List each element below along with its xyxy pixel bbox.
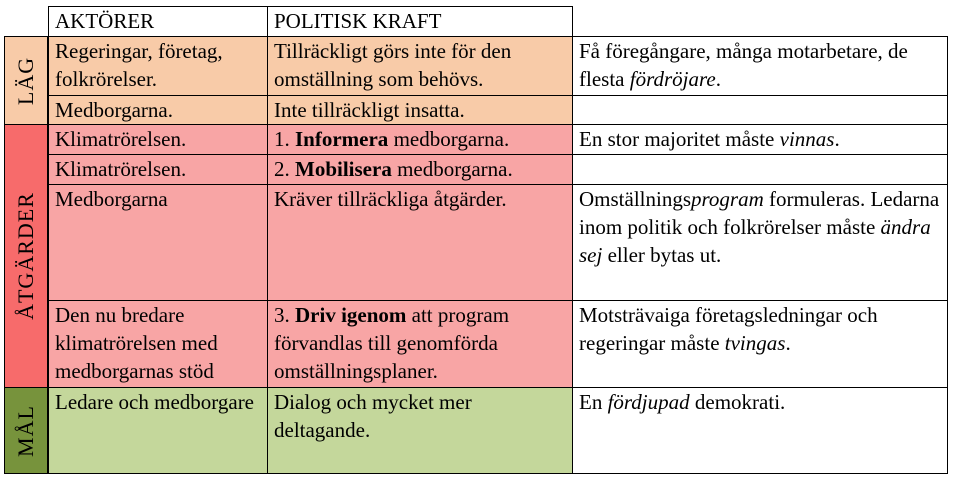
row-0-note-italic: fördröjare <box>629 67 716 91</box>
row-2-note-end: . <box>834 127 840 151</box>
row-6-actor-text: Ledare och medborgare <box>55 390 255 414</box>
row-2-power-text: medborgarna. <box>388 127 510 151</box>
row-1-actor-text: Medborgarna. <box>55 98 173 122</box>
row-6-note-text: En <box>579 390 608 414</box>
section-atgarder-label: ÅTGÄRDER <box>13 192 38 320</box>
table-row-0-actor <box>48 36 268 96</box>
row-4-note-mid: formuleras. Ledarna inom politik och folkrörelser måste <box>579 187 940 239</box>
table-row-4-power <box>267 184 573 301</box>
row-0-actor-text: Regeringar, företag, folkrörelser. <box>55 39 223 91</box>
row-1-power-text: Inte tillräckligt insatta. <box>274 98 465 122</box>
row-4-note-italic: program <box>691 187 764 211</box>
header-actors-text: AKTÖRER <box>55 9 155 33</box>
row-5-power-bold: Driv igenom <box>295 303 407 327</box>
table-row-0-power <box>267 36 573 96</box>
row-2-power-prefix: 1. <box>274 127 295 151</box>
row-0-note-text: Få föregångare, många motarbetare, de flesta <box>579 39 908 91</box>
row-2-note-text: En stor majoritet måste <box>579 127 780 151</box>
row-4-actor-text: Medborgarna <box>55 187 168 211</box>
row-6-note-italic: fördjupad <box>607 390 690 414</box>
table-row-3-note <box>572 154 948 185</box>
row-2-note-italic: vinnas <box>779 127 835 151</box>
row-5-actor-text: Den nu bredare klimatrörelsen med medborgarnas stöd <box>55 303 218 383</box>
row-0-note-end: . <box>715 67 721 91</box>
table-row-1-actor <box>48 95 268 125</box>
table-row-2-actor <box>48 124 268 155</box>
section-lag-label: LÄG <box>13 56 38 105</box>
row-6-note-end: demokrati. <box>689 390 786 414</box>
table-row-6-note <box>572 387 948 474</box>
table-row-2-note <box>572 124 948 155</box>
table-row-2-power <box>267 124 573 155</box>
row-5-note-italic: tvingas <box>724 331 786 355</box>
section-mal <box>4 387 48 474</box>
row-6-power-text: Dialog och mycket mer deltagande. <box>274 390 472 442</box>
row-3-actor-text: Klimatrörelsen. <box>55 157 187 181</box>
row-4-power-text: Kräver tillräckliga åtgärder. <box>274 187 507 211</box>
row-5-power-text: att program förvandlas till genomförda omställningsplaner. <box>274 303 510 383</box>
table-row-1-power <box>267 95 573 125</box>
table-row-5-power <box>267 300 573 388</box>
row-4-note-end: eller bytas ut. <box>602 243 722 267</box>
table-row-3-power <box>267 154 573 185</box>
table-row-0-note <box>572 36 948 96</box>
header-power <box>267 6 573 37</box>
row-4-note-text: Omställnings <box>579 187 692 211</box>
section-lag <box>4 36 48 125</box>
row-5-power-prefix: 3. <box>274 303 295 327</box>
table-row-5-note <box>572 300 948 388</box>
table-row-4-actor <box>48 184 268 301</box>
table-row-6-power <box>267 387 573 474</box>
row-2-power-bold: Informera <box>295 127 389 151</box>
table-row-5-actor <box>48 300 268 388</box>
row-3-power-prefix: 2. <box>274 157 295 181</box>
header-actors <box>48 6 268 37</box>
section-atgarder <box>4 124 48 388</box>
table-row-6-actor <box>48 387 268 474</box>
row-3-power-text: medborgarna. <box>391 157 513 181</box>
row-5-note-text: Motsträvaiga företagsledningar och regeringar måste <box>579 303 878 355</box>
row-2-actor-text: Klimatrörelsen. <box>55 127 187 151</box>
table-row-1-note <box>572 95 948 125</box>
row-4-note-italic-2: ändra sej <box>579 215 931 267</box>
table-row-3-actor <box>48 154 268 185</box>
section-mal-label: MÅL <box>13 404 38 457</box>
row-0-power-text: Tillräckligt görs inte för den omställning som behövs. <box>274 39 512 91</box>
header-power-text: POLITISK KRAFT <box>274 9 442 33</box>
row-5-note-end: . <box>785 331 791 355</box>
row-3-power-bold: Mobilisera <box>295 157 392 181</box>
table-row-4-note <box>572 184 948 301</box>
